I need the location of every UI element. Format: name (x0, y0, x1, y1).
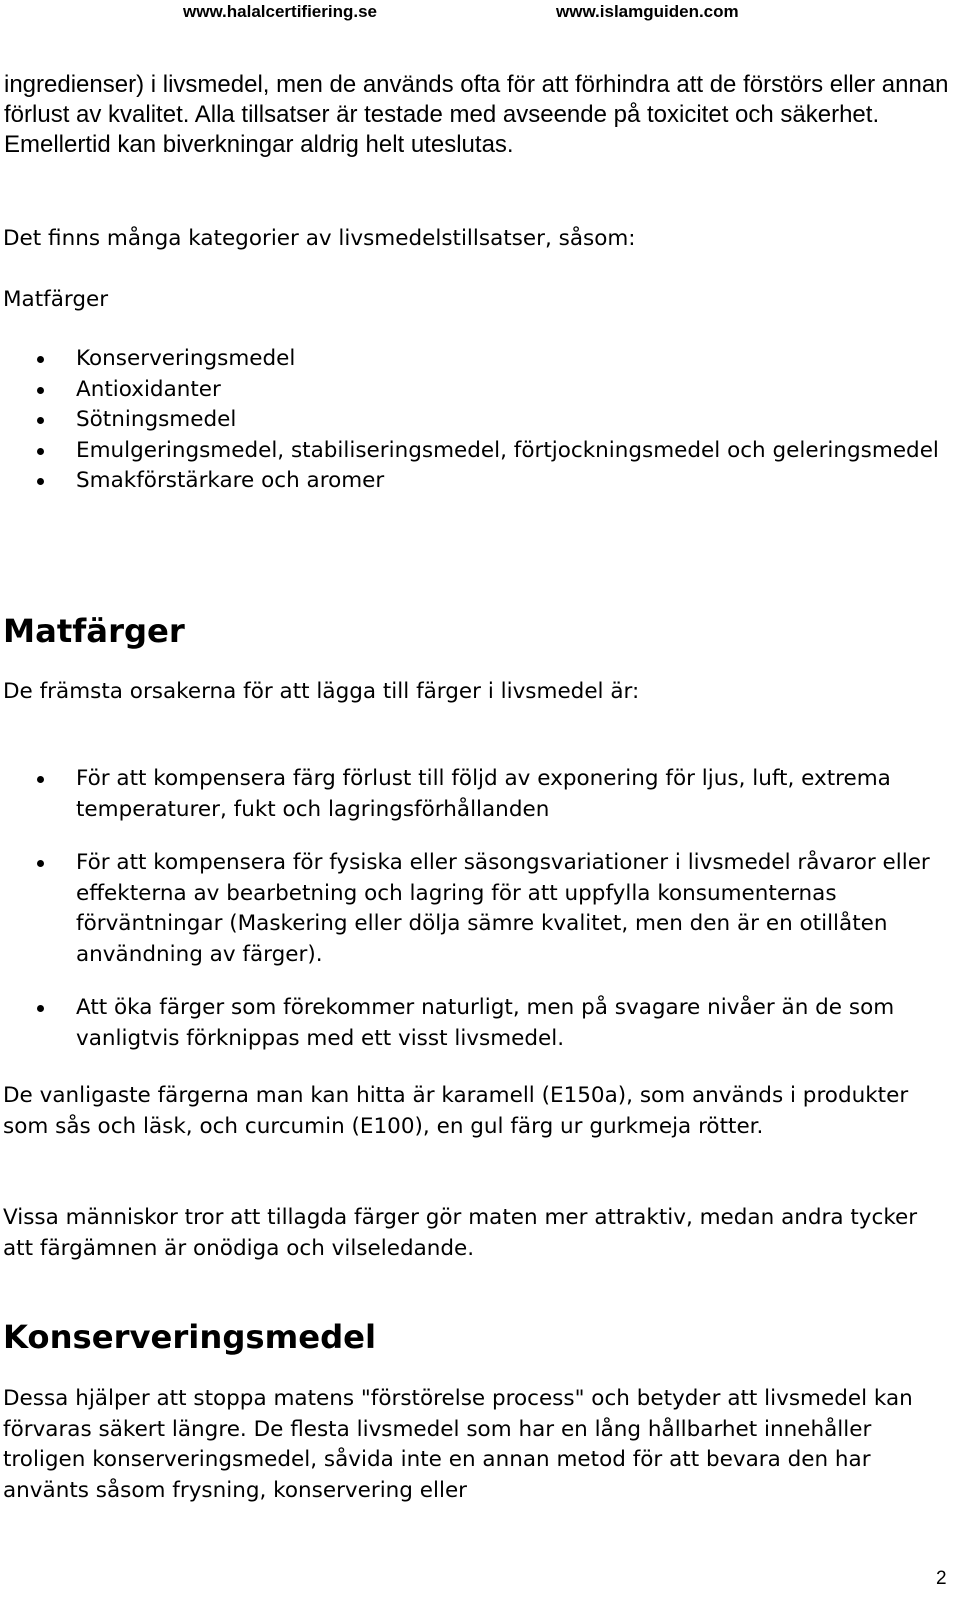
list-item: Antioxidanter (3, 375, 953, 406)
bullet-icon (37, 860, 44, 867)
bullet-icon (37, 448, 44, 455)
paragraph-colors-opinion: Vissa människor tror att tillagda färger gör maten mer attraktiv, medan andra tycker att färgämnen är onödiga och vilseledande. (3, 1205, 918, 1261)
list-item: Sötningsmedel (3, 405, 953, 436)
bullet-icon (37, 417, 44, 424)
list-item: För att kompensera för fysiska eller säsongsvariationer i livsmedel råvaror eller effekterna av bearbetning och lagring för att uppfylla konsumenternas förväntningar (Maskering eller dölja sämre kvalitet, men den är en otillåten användning av färger). (3, 848, 953, 970)
list-item: Smakförstärkare och aromer (3, 466, 953, 497)
list-item: Att öka färger som förekommer naturligt, men på svagare nivåer än de som vanligtvis förknippas med ett visst livsmedel. (3, 993, 953, 1054)
categories-list (3, 344, 953, 497)
section-heading-matfarger: Matfärger (3, 612, 185, 650)
list-item: För att kompensera färg förlust till följd av exponering för ljus, luft, extrema temperaturer, fukt och lagringsförhållanden (3, 764, 953, 825)
categories-intro: Det finns många kategorier av livsmedelstillsatser, såsom: (3, 226, 636, 251)
page-number: 2 (936, 1568, 947, 1589)
categories-first-item: Matfärger (3, 287, 109, 312)
page-header (0, 2, 960, 28)
reasons-list (3, 764, 953, 1077)
bullet-icon (37, 776, 44, 783)
header-link-islamguiden[interactable]: www.islamguiden.com (556, 2, 739, 21)
bullet-icon (37, 1005, 44, 1012)
list-item: Emulgeringsmedel, stabiliseringsmedel, förtjockningsmedel och geleringsmedel (3, 436, 953, 467)
intro-paragraph: ingredienser) i livsmedel, men de används ofta för att förhindra att de förstörs eller annan förlust av kvalitet. Alla tillsatser är testade med avseende på toxicitet och säkerhet. Emellertid kan biverkningar aldrig helt uteslutas. (4, 71, 949, 158)
reasons-lead: De främsta orsakerna för att lägga till färger i livsmedel är: (3, 679, 640, 704)
bullet-icon (37, 356, 44, 363)
section-heading-konserveringsmedel: Konserveringsmedel (3, 1318, 377, 1356)
paragraph-colors-common: De vanligaste färgerna man kan hitta är karamell (E150a), som används i produkter som sås och läsk, och curcumin (E100), en gul färg ur gurkmeja rötter. (3, 1083, 909, 1139)
list-item: Konserveringsmedel (3, 344, 953, 375)
bullet-icon (37, 387, 44, 394)
bullet-icon (37, 478, 44, 485)
paragraph-preservatives: Dessa hjälper att stoppa matens "förstörelse process" och betyder att livsmedel kan förvaras säkert längre. De flesta livsmedel som har en lång hållbarhet innehåller troligen konserveringsmedel, såvida inte en annan metod för att bevara den har använts såsom frysning, konservering eller (3, 1386, 913, 1503)
header-link-halalcertifiering[interactable]: www.halalcertifiering.se (183, 2, 377, 21)
